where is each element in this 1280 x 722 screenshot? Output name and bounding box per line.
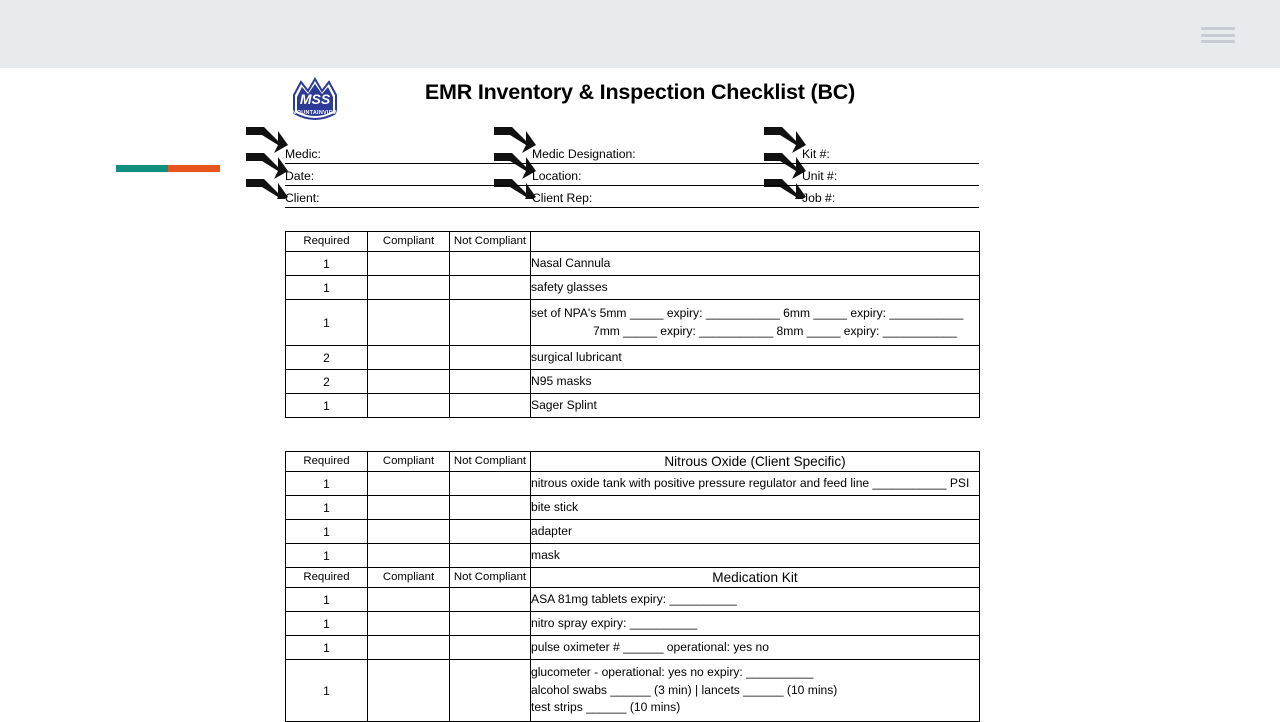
required-qty: 1 [286, 276, 368, 300]
accent-color-bar [115, 164, 221, 173]
column-header-not-compliant: Not Compliant [450, 232, 531, 252]
compliant-checkbox-cell[interactable] [368, 612, 450, 636]
hamburger-line-3 [1201, 40, 1235, 43]
item-description: nitrous oxide tank with positive pressure regulator and feed line ___________ PSI [531, 472, 980, 496]
item-description: Sager Splint [531, 394, 980, 418]
item-description: pulse oximeter # ______ operational: yes no [531, 636, 980, 660]
column-header-compliant: Compliant [368, 452, 450, 472]
table-row [286, 252, 980, 276]
not-compliant-checkbox-cell[interactable] [450, 472, 531, 496]
column-header-compliant: Compliant [368, 232, 450, 252]
checklist-table-main [285, 231, 980, 418]
item-description-line-2: alcohol swabs ______ (3 min) | lancets ______ (10 mins) [531, 682, 838, 697]
field-label: Client: [285, 191, 320, 205]
compliant-checkbox-cell[interactable] [368, 636, 450, 660]
field-job-number[interactable] [802, 186, 979, 207]
item-description-line-1: glucometer - operational: yes no expiry: __________ [531, 665, 814, 680]
required-qty: 1 [286, 472, 368, 496]
svg-text:MOUNTAINVIEW: MOUNTAINVIEW [291, 110, 339, 116]
table-row [286, 496, 980, 520]
item-description: mask [531, 544, 980, 568]
table-row [286, 300, 980, 346]
table-header-row-nitrous [286, 452, 980, 472]
compliant-checkbox-cell[interactable] [368, 496, 450, 520]
document-page [0, 68, 1280, 720]
required-qty: 1 [286, 252, 368, 276]
compliant-checkbox-cell[interactable] [368, 588, 450, 612]
info-row [285, 142, 979, 164]
not-compliant-checkbox-cell[interactable] [450, 276, 531, 300]
compliant-checkbox-cell[interactable] [368, 300, 450, 346]
table-row [286, 544, 980, 568]
required-qty: 1 [286, 612, 368, 636]
field-client-rep[interactable] [532, 186, 802, 207]
table-row [286, 520, 980, 544]
page-title: EMR Inventory & Inspection Checklist (BC) [424, 80, 856, 104]
not-compliant-checkbox-cell[interactable] [450, 636, 531, 660]
field-medic-designation[interactable] [532, 142, 802, 163]
field-label: Medic Designation: [532, 147, 636, 161]
accent-bar-teal-segment [116, 165, 168, 172]
hamburger-menu-icon[interactable] [1201, 27, 1235, 43]
column-header-not-compliant: Not Compliant [450, 568, 531, 588]
item-description [531, 300, 980, 346]
field-medic[interactable] [285, 142, 532, 163]
table-row [286, 636, 980, 660]
diagonal-arrow-icon-group-left [244, 123, 290, 199]
not-compliant-checkbox-cell[interactable] [450, 346, 531, 370]
column-header-required: Required [286, 568, 368, 588]
field-kit-number[interactable] [802, 142, 979, 163]
field-unit-number[interactable] [802, 164, 979, 185]
table-row [286, 588, 980, 612]
not-compliant-checkbox-cell[interactable] [450, 588, 531, 612]
table-row [286, 394, 980, 418]
field-label: Date: [285, 169, 315, 183]
not-compliant-checkbox-cell[interactable] [450, 544, 531, 568]
field-label: Kit #: [802, 147, 830, 161]
required-qty: 1 [286, 496, 368, 520]
compliant-checkbox-cell[interactable] [368, 252, 450, 276]
not-compliant-checkbox-cell[interactable] [450, 660, 531, 722]
item-description: Nasal Cannula [531, 252, 980, 276]
not-compliant-checkbox-cell[interactable] [450, 520, 531, 544]
required-qty: 2 [286, 370, 368, 394]
item-description-line-3: test strips ______ (10 mins) [531, 700, 681, 715]
column-header-required: Required [286, 232, 368, 252]
compliant-checkbox-cell[interactable] [368, 660, 450, 722]
section-title-medication-kit: Medication Kit [531, 568, 980, 588]
mss-mountainview-logo [288, 73, 342, 127]
field-label: Medic: [285, 147, 321, 161]
not-compliant-checkbox-cell[interactable] [450, 394, 531, 418]
checklist-table-secondary [285, 451, 980, 722]
column-header-required: Required [286, 452, 368, 472]
compliant-checkbox-cell[interactable] [368, 544, 450, 568]
info-row [285, 186, 979, 208]
item-description: nitro spray expiry: __________ [531, 612, 980, 636]
item-description-line-2: 7mm _____ expiry: ___________ 8mm _____ expiry: ___________ [593, 323, 957, 338]
required-qty: 1 [286, 544, 368, 568]
required-qty: 2 [286, 346, 368, 370]
item-description-line-1: set of NPA's 5mm _____ expiry: ___________ 6mm _____ expiry: ___________ [531, 305, 964, 320]
field-label: Unit #: [802, 169, 838, 183]
not-compliant-checkbox-cell[interactable] [450, 496, 531, 520]
table-row [286, 276, 980, 300]
column-header-description [531, 232, 980, 252]
item-description: N95 masks [531, 370, 980, 394]
item-description: bite stick [531, 496, 980, 520]
app-header-bar [0, 0, 1280, 68]
column-header-not-compliant: Not Compliant [450, 452, 531, 472]
compliant-checkbox-cell[interactable] [368, 276, 450, 300]
table-row [286, 660, 980, 722]
accent-bar-orange-segment [168, 165, 220, 172]
required-qty: 1 [286, 636, 368, 660]
item-description: adapter [531, 520, 980, 544]
table-header-row [286, 232, 980, 252]
info-row [285, 164, 979, 186]
required-qty: 1 [286, 394, 368, 418]
field-label: Client Rep: [532, 191, 593, 205]
section-title-nitrous-oxide: Nitrous Oxide (Client Specific) [531, 452, 980, 472]
required-qty: 1 [286, 520, 368, 544]
required-qty: 1 [286, 300, 368, 346]
field-date[interactable] [285, 164, 532, 185]
compliant-checkbox-cell[interactable] [368, 520, 450, 544]
compliant-checkbox-cell[interactable] [368, 346, 450, 370]
item-description [531, 660, 980, 722]
hamburger-line-1 [1201, 27, 1235, 30]
not-compliant-checkbox-cell[interactable] [450, 612, 531, 636]
not-compliant-checkbox-cell[interactable] [450, 252, 531, 276]
compliant-checkbox-cell[interactable] [368, 370, 450, 394]
item-description: surgical lubricant [531, 346, 980, 370]
field-label: Location: [532, 169, 582, 183]
field-location[interactable] [532, 164, 802, 185]
svg-text:MSS: MSS [299, 91, 331, 107]
table-row [286, 346, 980, 370]
table-header-row-medication [286, 568, 980, 588]
compliant-checkbox-cell[interactable] [368, 394, 450, 418]
table-row [286, 472, 980, 496]
table-row [286, 370, 980, 394]
item-description: safety glasses [531, 276, 980, 300]
hamburger-line-2 [1201, 34, 1235, 37]
required-qty: 1 [286, 588, 368, 612]
required-qty: 1 [286, 660, 368, 722]
not-compliant-checkbox-cell[interactable] [450, 370, 531, 394]
field-label: Job #: [802, 191, 836, 205]
field-client[interactable] [285, 186, 532, 207]
column-header-compliant: Compliant [368, 568, 450, 588]
item-description: ASA 81mg tablets expiry: __________ [531, 588, 980, 612]
table-row [286, 612, 980, 636]
header-info-fields [285, 142, 979, 208]
not-compliant-checkbox-cell[interactable] [450, 300, 531, 346]
compliant-checkbox-cell[interactable] [368, 472, 450, 496]
